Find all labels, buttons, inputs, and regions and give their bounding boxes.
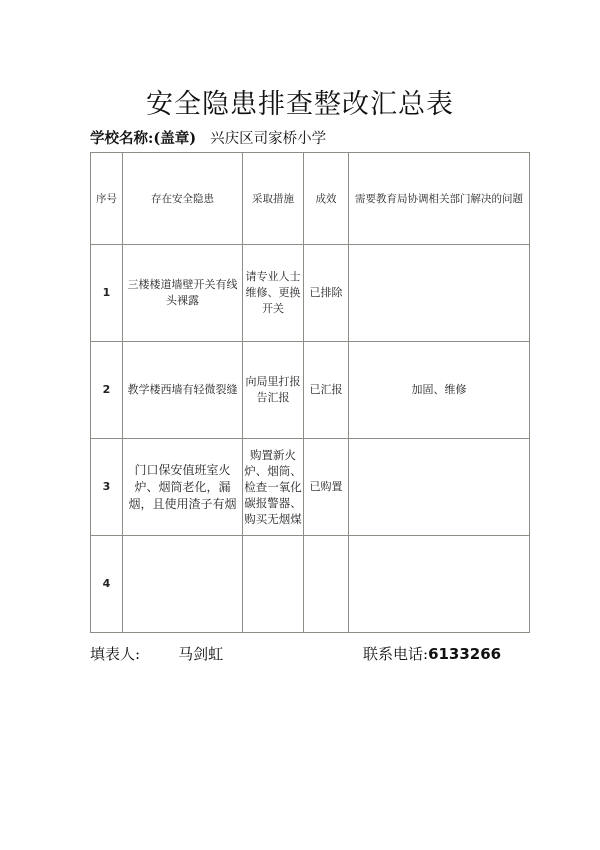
- page-title: 安全隐患排查整改汇总表: [146, 89, 454, 120]
- school-label: 学校名称:(盖章): [90, 130, 197, 147]
- row-index: 3: [91, 439, 123, 536]
- phone-label: 联系电话:: [363, 645, 429, 663]
- table-header-row: [91, 153, 530, 245]
- row-hazard: 三楼楼道墙壁开关有线头裸露: [123, 245, 243, 342]
- table-row: [91, 245, 530, 342]
- header-result: 成效: [304, 153, 349, 245]
- row-result: 已排除: [304, 245, 349, 342]
- row-result: 已汇报: [304, 342, 349, 439]
- row-result: [304, 536, 349, 633]
- header-measure: 采取措施: [243, 153, 304, 245]
- header-index: 序号: [91, 153, 123, 245]
- row-issue: [349, 536, 530, 633]
- table-row: [91, 439, 530, 536]
- phone-line: [363, 643, 501, 664]
- table-row: [91, 536, 530, 633]
- row-hazard: 门口保安值班室火炉、烟筒老化，漏烟，且使用渣子有烟: [123, 439, 243, 536]
- school-name: 兴庆区司家桥小学: [210, 131, 327, 147]
- row-measure: 向局里打报告汇报: [243, 342, 304, 439]
- table-row: [91, 342, 530, 439]
- phone-number: 6133266: [428, 645, 502, 663]
- row-index: 2: [91, 342, 123, 439]
- filler-label: 填表人:: [90, 645, 141, 663]
- school-line: [90, 127, 326, 148]
- row-hazard: [123, 536, 243, 633]
- row-issue: [349, 245, 530, 342]
- filler-line: [90, 643, 223, 664]
- row-measure: 购置新火炉、烟筒、检查一氧化碳报警器、购买无烟煤: [243, 439, 304, 536]
- row-index: 1: [91, 245, 123, 342]
- row-hazard: 教学楼西墙有轻微裂缝: [123, 342, 243, 439]
- filler-name: 马剑虹: [178, 645, 224, 663]
- row-result: 已购置: [304, 439, 349, 536]
- row-measure: [243, 536, 304, 633]
- header-hazard: 存在安全隐患: [123, 153, 243, 245]
- hazard-table: [90, 152, 530, 633]
- row-issue: 加固、维修: [349, 342, 530, 439]
- header-issue: 需要教育局协调相关部门解决的问题: [349, 153, 530, 245]
- row-index: 4: [91, 536, 123, 633]
- row-issue: [349, 439, 530, 536]
- row-measure: 请专业人士维修、更换开关: [243, 245, 304, 342]
